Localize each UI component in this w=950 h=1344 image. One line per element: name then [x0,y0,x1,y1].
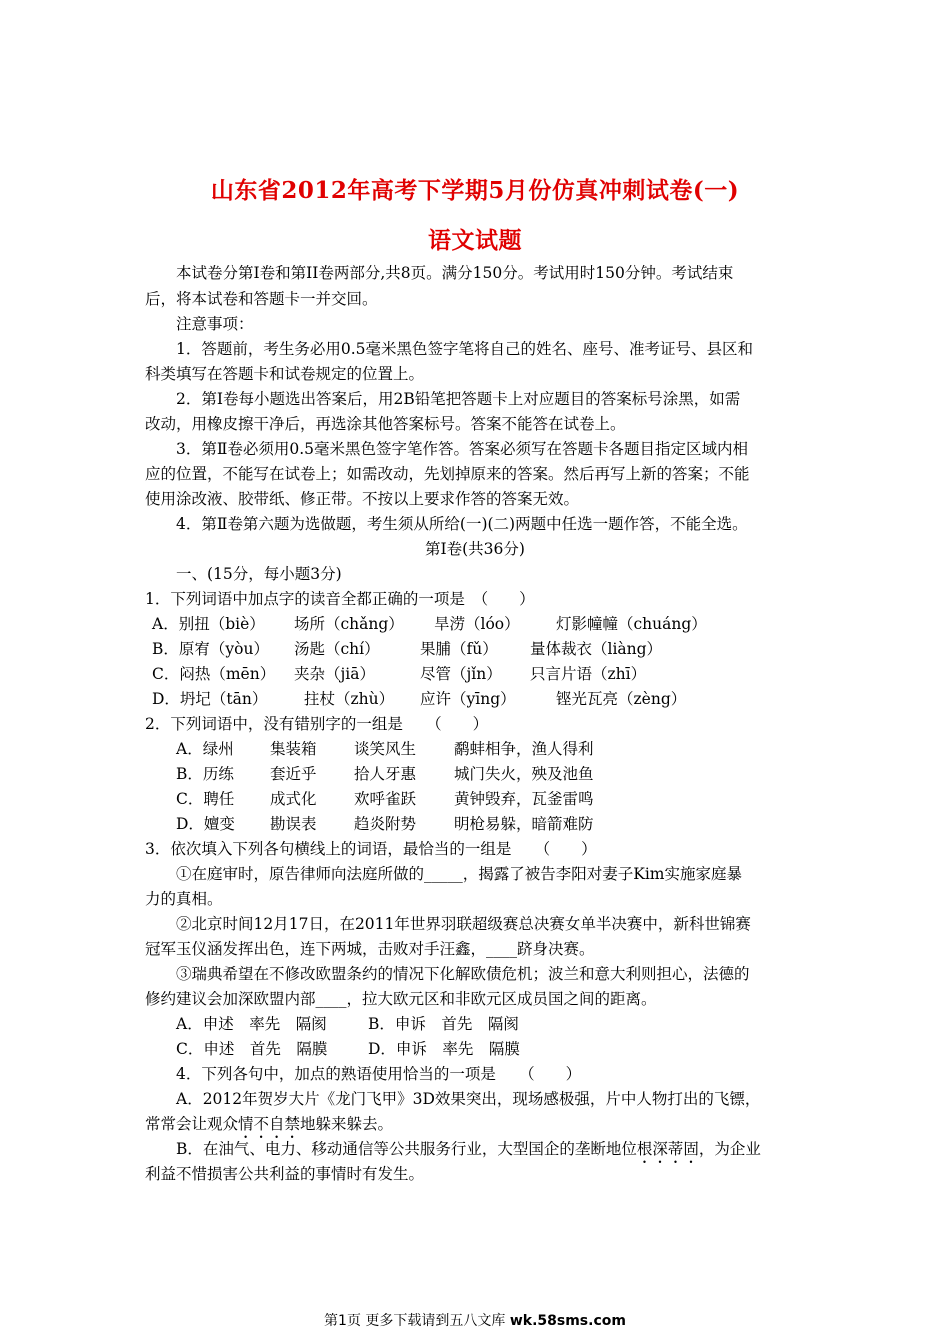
option-cell: 拾人牙惠 [354,765,417,783]
fill-blank: ____ [486,940,518,958]
option-cell: 黄钟毁弃，瓦釜雷鸣 [454,790,594,808]
option-cell: D．申诉 率先 隔膜 [368,1040,520,1058]
option-cell: B．申诉 首先 隔阂 [368,1015,519,1033]
notice-item: 1．答题前，考生务必用0.5毫米黑色签字笔将自己的姓名、座号、准考证号、县区和 [176,340,754,358]
intro-paragraph-line: 本试卷分第Ⅰ卷和第II卷两部分,共8页。满分150分。考试用时150分钟。考试结束 [176,264,734,282]
option-cell: 城门失火，殃及池鱼 [454,765,594,783]
sentence-text: 常常会让观众 [145,1115,239,1133]
option-cell: 场所（chǎng） [294,615,404,633]
option-cell: 量体裁衣（liàng） [530,640,663,658]
notice-item: 使用涂改液、胶带纸、修正带。不按以上要求作答的答案无效。 [145,490,580,508]
dotted-idiom: 情不自禁 [238,1115,301,1133]
option-cell: C．闷热（mēn） [152,665,276,683]
option-cell: B．历练 [176,765,234,783]
sentence-text: 跻身决赛。 [517,940,595,958]
sentence-text: 地躲来躲去。 [300,1115,394,1133]
question-4-option [176,1139,761,1167]
question-1-stem: 1．下列词语中加点字的读音全都正确的一项是 （ ） [145,590,535,608]
option-cell: 成式化 [270,790,317,808]
section-heading: 第Ⅰ卷(共36分) [425,540,525,558]
option-cell: C．聘任 [176,790,235,808]
option-cell: 果脯（fǔ） [420,640,498,658]
option-cell: A．别扭（biè） [152,615,265,633]
fill-blank: ____ [315,990,347,1008]
option-cell: 应许（yīng） [420,690,516,708]
question-3-sentence: ③瑞典希望在不修改欧盟条约的情况下化解欧债危机；波兰和意大利则担心，法德的 [176,965,750,983]
exam-subtitle: 语文试题 [428,227,522,254]
footer-text: 第1页 更多下载请到五八文库 [324,1313,510,1329]
option-cell: 明枪易躲，暗箭难防 [454,815,594,833]
option-cell: 套近乎 [270,765,317,783]
sentence-text: B．在油气、电力、移动通信等公共服务行业，大型国企的垄断地位 [176,1140,637,1158]
sentence-text: ，拉大欧元区和非欧元区成员国之间的距离。 [346,990,657,1008]
option-cell: 谈笑风生 [354,740,417,758]
question-3-sentence [176,864,742,884]
option-cell: 鹬蚌相争，渔人得利 [454,740,594,758]
notice-item: 2．第Ⅰ卷每小题选出答案后，用2B铅笔把答题卡上对应题目的答案标号涂黑，如需 [176,390,741,408]
option-cell: 尽管（jǐn） [420,665,502,683]
part-heading: 一、(15分，每小题3分) [176,565,342,583]
page-footer [0,1310,950,1330]
notice-item: 4．第Ⅱ卷第六题为选做题，考生须从所给(一)(二)两题中任选一题作答，不能全选。 [176,515,748,533]
option-cell: A．申述 率先 隔阂 [176,1015,327,1033]
option-cell: 欢呼雀跃 [354,790,417,808]
question-2-stem: 2．下列词语中，没有错别字的一组是 （ ） [145,715,489,733]
option-cell: 灯影幢幢（chuáng） [556,615,707,633]
question-3-sentence [145,939,595,959]
exam-title: 山东省2012年高考下学期5月份仿真冲刺试卷(一) [210,177,740,204]
option-cell: 铿光瓦亮（zèng） [556,690,687,708]
question-3-sentence: 力的真相。 [145,890,223,908]
notice-item: 改动，用橡皮擦干净后，再选涂其他答案标号。答案不能答在试卷上。 [145,415,626,433]
intro-paragraph-line: 后，将本试卷和答题卡一并交回。 [145,290,378,308]
question-4-stem: 4．下列各句中，加点的熟语使用恰当的一项是 （ ） [176,1065,582,1083]
option-cell: 只言片语（zhī） [530,665,647,683]
question-3-stem: 3．依次填入下列各句横线上的词语，最恰当的一组是 （ ） [145,840,597,858]
notice-heading: 注意事项： [176,315,254,333]
option-cell: D．坍圮（tān） [152,690,268,708]
footer-site-link[interactable]: wk.58sms.com [509,1313,626,1329]
option-cell: 汤匙（chí） [294,640,380,658]
option-cell: 拄杖（zhù） [304,690,395,708]
notice-item: 科类填写在答题卡和试卷规定的位置上。 [145,365,425,383]
notice-item: 3．第Ⅱ卷必须用0.5毫米黑色签字笔作答。答案必须写在答题卡各题目指定区域内相 [176,440,749,458]
sentence-text: ，为企业 [698,1140,761,1158]
option-cell: 旱涝（lóo） [434,615,520,633]
dotted-idiom: 根深蒂固 [636,1140,699,1158]
question-3-sentence [145,989,657,1009]
option-cell: C．申述 首先 隔膜 [176,1040,328,1058]
question-4-option: 利益不惜损害公共利益的事情时有发生。 [145,1165,425,1183]
notice-item: 应的位置，不能写在试卷上；如需改动，先划掉原来的答案。然后再写上新的答案；不能 [145,465,750,483]
option-cell: 集装箱 [270,740,317,758]
sentence-text: ，揭露了被告李阳对妻子Kim实施家庭暴 [462,865,743,883]
option-cell: 夹杂（jiā） [294,665,376,683]
option-cell: D．嬗变 [176,815,235,833]
question-4-option [145,1114,393,1142]
option-cell: 勘误表 [270,815,317,833]
sentence-text: 冠军玉仪涵发挥出色，连下两城，击败对手汪鑫， [145,940,487,958]
option-cell: A．绿州 [176,740,234,758]
fill-blank: _____ [424,865,463,883]
question-3-sentence: ②北京时间12月17日，在2011年世界羽联超级赛总决赛女单半决赛中，新科世锦赛 [176,915,751,933]
sentence-text: 修约建议会加深欧盟内部 [145,990,316,1008]
question-4-option: A．2012年贺岁大片《龙门飞甲》3D效果突出，现场感极强，片中人物打出的飞镖， [176,1090,761,1108]
sentence-text: ①在庭审时，原告律师向法庭所做的 [176,865,425,883]
option-cell: 趋炎附势 [354,815,417,833]
option-cell: B．原宥（yòu） [152,640,269,658]
